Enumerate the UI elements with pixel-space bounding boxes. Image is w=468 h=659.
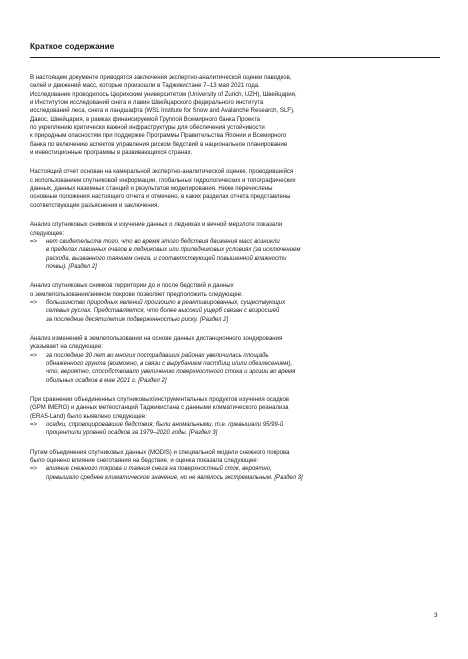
finding-text: процентили уровней осадков за 1979–2020 годы. [Раздел 3] xyxy=(46,430,218,437)
finding-bullet xyxy=(30,421,442,438)
finding-text: селевых руслах. Представляется, что более высокий ущерб связан с возросшей xyxy=(46,308,280,315)
finding-landcover xyxy=(30,282,442,324)
text-line: основные положения настоящего отчета и отмечено, в каких разделах отчета представлены xyxy=(30,194,291,201)
finding-text: осадки, спровоцировавшие бедствия, были аномальными, т.е. превышали 95/99-й xyxy=(46,422,284,429)
finding-intro: Анализ спутниковых снимков территории до и после бедствий и данных xyxy=(30,283,234,290)
text-line: Настоящий отчет основан на камеральной экспертно-аналитической оценке, проводившейся xyxy=(30,169,294,176)
finding-intro: (ERA5-Land) было выявлено следующее: xyxy=(30,413,147,420)
finding-bullet xyxy=(30,299,442,324)
finding-landuse xyxy=(30,335,442,385)
arrow-icon: => xyxy=(30,238,38,245)
text-line: соответствующие разъяснения и заключения. xyxy=(30,202,160,209)
finding-text: в пределах лавинных очагов в ледниковых или приледниковых условиях (за исключением xyxy=(46,247,301,254)
section-heading: Краткое содержание xyxy=(30,42,115,51)
arrow-icon: => xyxy=(30,352,38,359)
page-number: 3 xyxy=(434,612,438,619)
finding-snowmelt xyxy=(30,449,442,482)
finding-glaciers xyxy=(30,221,442,271)
finding-intro: При сравнении объединенных спутниковых/инструментальных продуктов изучения осадков xyxy=(30,397,290,403)
finding-text: расхода, вызванного таянием снега, и соответствующей повышенной влажности xyxy=(46,255,287,262)
text-line: и инвестиционные программы в развивающихся странах. xyxy=(30,150,193,157)
finding-intro: Анализ изменений в землепользовании на основе данных дистанционного зондирования xyxy=(30,335,283,342)
text-line: Давос, Швейцария, в рамках финансируемой Группой Всемирного банка Проекта xyxy=(30,116,261,123)
paragraph-intro xyxy=(30,74,442,157)
arrow-icon: => xyxy=(30,299,38,306)
heading-rule xyxy=(30,57,440,58)
text-line: данных, данных наземных станций и результатов моделирования. Ниже перечислены xyxy=(30,186,273,193)
finding-intro: следующее: xyxy=(30,230,65,237)
text-line: селей и движений масс, которые произошли в Таджикистане 7–13 мая 2021 года. xyxy=(30,83,260,90)
arrow-icon: => xyxy=(30,466,38,473)
text-line: Исследование проводилось Цюрихским университетом (University of Zurich, UZH), Швейцария, xyxy=(30,91,297,98)
finding-intro: указывает на следующее: xyxy=(30,344,103,351)
finding-intro: (GPM IMERG) и данных метеостанций Таджикистана с данными климатического реанализа xyxy=(30,405,289,412)
text-line: банка по включению аспектов управления риском бедствий в национальное планирование xyxy=(30,141,288,148)
finding-intro: было оценено влияние снеготаяния на бедствие, и оценка показала следующее: xyxy=(30,458,259,465)
finding-text: большинство природных явлений произошло в реактивированных, существующих xyxy=(46,299,286,306)
text-line: по укреплению критически важной инфраструктуры для обеспечения устойчивости xyxy=(30,125,265,132)
summary-body xyxy=(30,74,442,493)
finding-text: влияние снежного покрова и таяния снега на поверхностный сток, вероятно, xyxy=(46,466,272,473)
finding-bullet xyxy=(30,238,442,271)
text-line: исследований леса, снега и ландшафта (WSL Institute for Snow and Avalanche Research, SLF), xyxy=(30,108,295,115)
finding-text: за последние 30 лет во многих пострадавших районах увеличилась площадь xyxy=(46,352,269,359)
finding-text: обильных осадков в мае 2021 г. [Раздел 2] xyxy=(46,377,167,384)
text-line: к природным опасностям при поддержке Программы Правительства Японии и Всемирного xyxy=(30,133,287,140)
finding-intro: Путем объединения спутниковых данных (MODIS) и специальной модели снежного покрова xyxy=(30,449,290,456)
finding-text: почвы). [Раздел 2] xyxy=(46,263,97,270)
text-line: В настоящем документе приводятся заключения экспертно-аналитической оценки паводков, xyxy=(30,75,292,81)
finding-bullet xyxy=(30,352,442,385)
arrow-icon: => xyxy=(30,422,38,429)
text-line: с использованием спутниковой информации, глобальных гидрологических и топографических xyxy=(30,177,296,184)
finding-text: что, вероятно, способствовало увеличению поверхностного стока и эрозии во время xyxy=(46,369,296,376)
finding-text: за последние десятилетия подверженностью риску. [Раздел 2] xyxy=(46,316,229,323)
paragraph-method xyxy=(30,168,442,210)
finding-text: превышало среднее климатическое значение, но не являлось экстремальным. [Раздел 3] xyxy=(46,474,303,481)
finding-bullet xyxy=(30,465,442,482)
finding-text: нет свидетельств того, что во время этого бедствия движения масс возникли xyxy=(46,238,280,245)
finding-precipitation xyxy=(30,396,442,438)
finding-text: обнаженного грунта (возможно, в связи с вырубанием пастбищ и/или обезлесением), xyxy=(46,360,293,367)
text-line: и Институтом исследований снега и лавин Швейцарского федерального института xyxy=(30,100,264,107)
finding-intro: Анализ спутниковых снимков и изучение данных о ледниках и вечной мерзлоте показали xyxy=(30,222,283,229)
finding-intro: о землепользовании/земном покрове позволяет предположить следующее: xyxy=(30,291,243,298)
